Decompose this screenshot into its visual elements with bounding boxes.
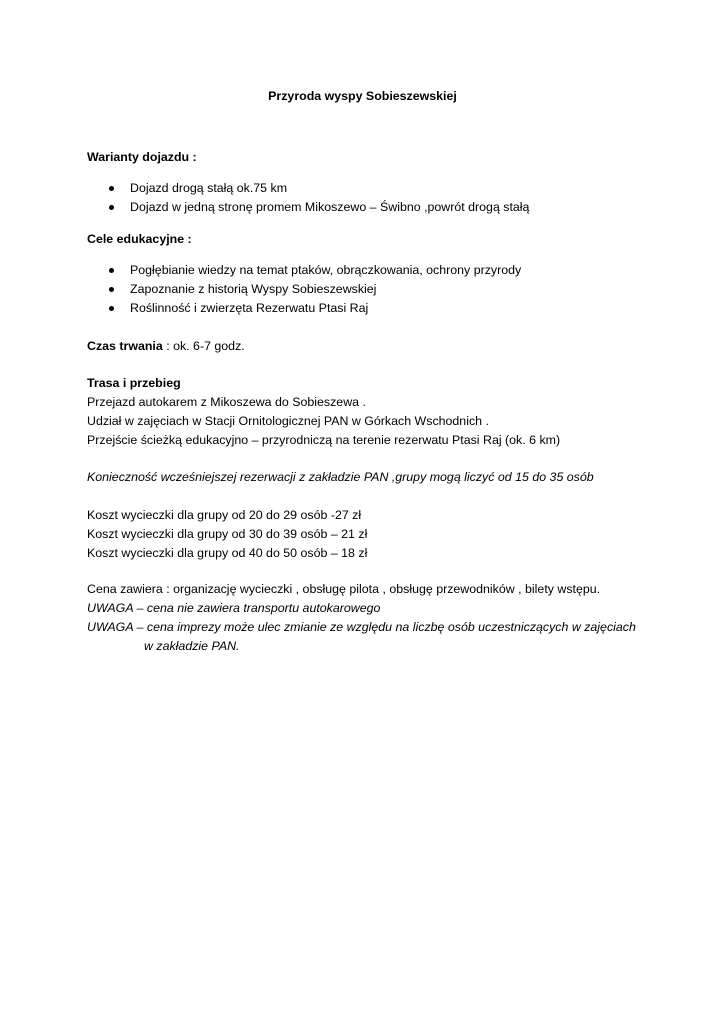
list-item: [87, 280, 687, 299]
koszty-section: [87, 506, 687, 563]
warianty-list: [87, 179, 687, 217]
bullet-icon: [109, 268, 114, 273]
bullet-icon: [109, 205, 114, 210]
trasa-line: Udział w zajęciach w Stacji Ornitologicznej PAN w Górkach Wschodnich .: [87, 414, 489, 428]
bullet-icon: [109, 287, 114, 292]
warianty-heading: Warianty dojazdu :: [87, 150, 197, 164]
cena-line: Cena zawiera : organizację wycieczki , obsługę pilota , obsługę przewodników , bilety wstępu.: [87, 582, 601, 596]
cost-line: Koszt wycieczki dla grupy od 40 do 50 osób – 18 zł: [87, 546, 368, 560]
cost-line: Koszt wycieczki dla grupy od 30 do 39 osób – 21 zł: [87, 527, 368, 541]
czas-line: [87, 337, 687, 356]
uwaga-line-2: UWAGA – cena imprezy może ulec zmianie ze względu na liczbę osób uczestniczących w zajęciach: [87, 620, 636, 634]
list-item: [87, 261, 687, 280]
cele-list-block: [87, 261, 687, 318]
trasa-line: Przejazd autokarem z Mikoszewa do Sobieszewa .: [87, 395, 366, 409]
czas-label: Czas trwania: [87, 339, 163, 353]
bullet-icon: [109, 186, 114, 191]
list-item: [87, 179, 687, 198]
list-item-text: Pogłębianie wiedzy na temat ptaków, obrączkowania, ochrony przyrody: [130, 263, 522, 277]
trasa-section: [87, 374, 687, 450]
czas-section: [87, 337, 687, 356]
cost-line: Koszt wycieczki dla grupy od 20 do 29 osób -27 zł: [87, 508, 362, 522]
warianty-list-block: [87, 179, 687, 217]
cena-section: [87, 580, 687, 656]
uwaga-line-2-continued: w zakładzie PAN.: [144, 639, 240, 653]
list-item-text: Roślinność i zwierzęta Rezerwatu Ptasi Raj: [130, 301, 369, 315]
list-item-text: Dojazd drogą stałą ok.75 km: [130, 181, 288, 195]
reservation-section: [87, 468, 687, 487]
uwaga-line-1: UWAGA – cena nie zawiera transportu autokarowego: [87, 601, 381, 615]
list-item: [87, 198, 687, 217]
list-item-text: Dojazd w jedną stronę promem Mikoszewo – Świbno ,powrót drogą stałą: [130, 200, 530, 214]
list-item-text: Zapoznanie z historią Wyspy Sobieszewskiej: [130, 282, 377, 296]
cele-heading: Cele edukacyjne :: [87, 232, 192, 246]
cele-list: [87, 261, 687, 318]
warianty-section: [87, 148, 687, 167]
czas-value: : ok. 6-7 godz.: [162, 339, 245, 353]
trasa-line: Przejście ścieżką edukacyjno – przyrodniczą na terenie rezerwatu Ptasi Raj (ok. 6 km): [87, 433, 561, 447]
bullet-icon: [109, 306, 114, 311]
reservation-note: Konieczność wcześniejszej rezerwacji z zakładzie PAN ,grupy mogą liczyć od 15 do 35 osób: [87, 470, 594, 484]
page-title: Przyroda wyspy Sobieszewskiej: [268, 89, 457, 103]
trasa-heading: Trasa i przebieg: [87, 376, 181, 390]
cele-section: [87, 230, 687, 249]
list-item: [87, 299, 687, 318]
